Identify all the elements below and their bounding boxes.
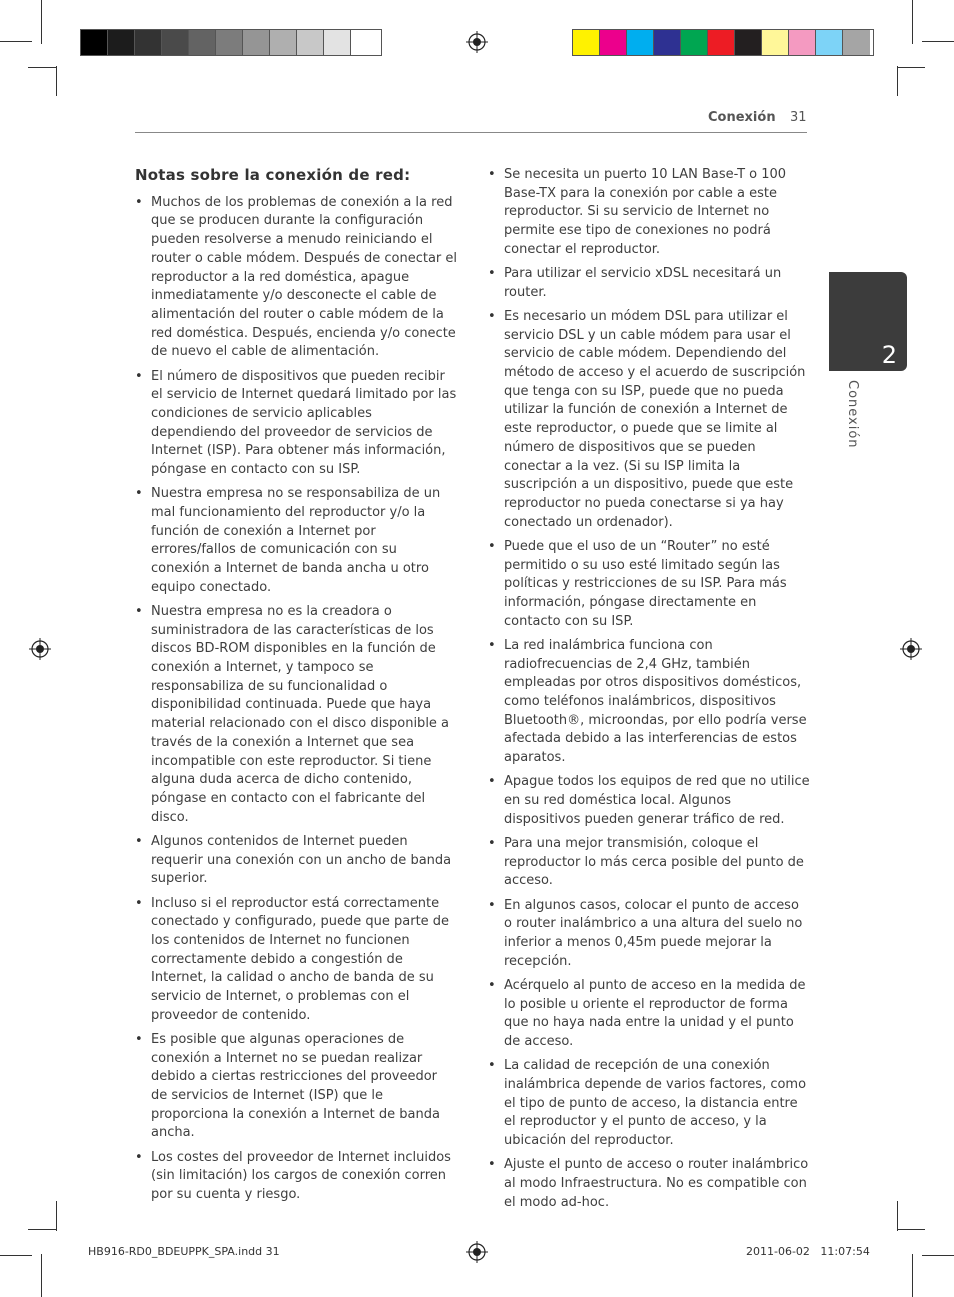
color-swatch: [816, 30, 843, 55]
list-item: • Se necesita un puerto 10 LAN Base-T o 100 Base-TX para la conexión por cable a este reproductor. Si su servicio de Internet no permite ese tipo de conexiones no podrá conectar el reproductor.: [488, 166, 810, 260]
registration-mark-icon: [466, 31, 488, 53]
list-item: • En algunos casos, colocar el punto de acceso o router inalámbrico a una altura del suelo no inferior a menos 0,45m puede mejorar la recepción.: [488, 897, 810, 972]
crop-mark: [922, 41, 954, 42]
list-item: • La red inalámbrica funciona con radiofrecuencias de 2,4 GHz, también empleadas por otros dispositivos domésticos, como teléfonos inalámbricos, dispositivos Bluetooth®, microondas, por ello podría verse afectada debido a las interferencias de estos aparatos.: [488, 637, 810, 768]
list-item: • Puede que el uso de un “Router” no esté permitido o su uso esté limitado según las políticas y restricciones de su ISP. Para más información, póngase directamente en contacto con su ISP.: [488, 538, 810, 632]
crop-mark: [897, 1201, 898, 1231]
list-item: • Nuestra empresa no se responsabiliza de un mal funcionamiento del reproductor y/o la función de conexión a Internet por errores/fallos de comunicación con su conexión a Internet de banda ancha u otro equipo conectado.: [135, 485, 457, 597]
footer-timestamp: 2011-06-02 11:07:54: [746, 1245, 870, 1258]
gray-swatch: [216, 30, 243, 55]
crop-mark: [897, 67, 925, 68]
color-swatch: [681, 30, 708, 55]
list-item: • Incluso si el reproductor está correctamente conectado y configurado, puede que parte de los contenidos de Internet no funcionen correctamente debido a congestión de Internet, la calidad o ancho de banda de su servicio de Internet, o problemas con el proveedor de contenido.: [135, 895, 457, 1026]
crop-mark: [0, 41, 32, 42]
header-divider: [135, 132, 807, 133]
list-item: • Apague todos los equipos de red que no utilice en su red doméstica local. Algunos dispositivos pueden generar tráfico de red.: [488, 773, 810, 829]
crop-mark: [28, 1229, 56, 1230]
crop-mark: [41, 1254, 42, 1297]
page-number: 31: [790, 110, 807, 125]
registration-mark-icon: [900, 638, 922, 660]
crop-mark: [56, 1201, 57, 1231]
grayscale-color-bar: [80, 29, 382, 56]
crop-mark: [897, 66, 898, 96]
gray-swatch: [135, 30, 162, 55]
color-swatch: [573, 30, 600, 55]
crop-mark: [897, 1229, 925, 1230]
gray-swatch: [324, 30, 351, 55]
chapter-side-label: Conexión: [845, 380, 860, 449]
color-swatch: [735, 30, 762, 55]
color-swatch: [843, 30, 870, 55]
running-header-title: Conexión: [708, 110, 776, 125]
crop-mark: [922, 1255, 954, 1256]
gray-swatch: [243, 30, 270, 55]
crop-mark: [56, 66, 57, 96]
color-swatch: [600, 30, 627, 55]
registration-mark-icon: [466, 1241, 488, 1263]
process-color-bar: [572, 29, 874, 56]
section-title: Notas sobre la conexión de red:: [135, 166, 411, 184]
crop-mark: [912, 0, 913, 44]
chapter-tab: [829, 272, 907, 371]
color-swatch: [654, 30, 681, 55]
gray-swatch: [81, 30, 108, 55]
gray-swatch: [297, 30, 324, 55]
list-item: • Nuestra empresa no es la creadora o suministradora de las características de los discos BD-ROM disponibles en la función de conexión a Internet, y tampoco se responsabiliza de su funcionalidad o disponibilidad continuada. Puede que haya material relacionado con el disco disponible a través de la conexión a Internet que sea incompatible con este reproductor. Si tiene alguna duda acerca de dicho contenido, póngase en contacto con el fabricante del disco.: [135, 603, 457, 827]
color-swatch: [789, 30, 816, 55]
list-item: • Ajuste el punto de acceso o router inalámbrico al modo Infraestructura. No es compatible con el modo ad-hoc.: [488, 1156, 810, 1212]
left-column: [135, 166, 457, 1210]
list-item: • Acérquelo al punto de acceso en la medida de lo posible u oriente el reproductor de forma que no haya nada entre la unidad y el punto de acceso.: [488, 977, 810, 1052]
color-swatch: [627, 30, 654, 55]
list-item: • La calidad de recepción de una conexión inalámbrica depende de varios factores, como el tipo de punto de acceso, la distancia entre el reproductor y el punto de acceso, y la ubicación del reproductor.: [488, 1057, 810, 1151]
list-item: • Los costes del proveedor de Internet incluidos (sin limitación) los cargos de conexión corren por su cuenta y riesgo.: [135, 1149, 457, 1205]
list-item: • Es posible que algunas operaciones de conexión a Internet no se puedan realizar debido a ciertas restricciones del proveedor de servicios de Internet (ISP) que le proporciona la conexión a Internet de banda ancha.: [135, 1031, 457, 1143]
footer-file-name: HB916-RD0_BDEUPPK_SPA.indd 31: [88, 1245, 280, 1258]
color-swatch: [708, 30, 735, 55]
right-column: [488, 166, 810, 1218]
color-swatch: [762, 30, 789, 55]
list-item: • Muchos de los problemas de conexión a la red que se producen durante la configuración pueden resolverse a menudo reiniciando el router o cable módem. Después de conectar el reproductor a la red doméstica, apague inmediatamente y/o desconecte el cable de alimentación del router o cable módem de la red doméstica. Después, encienda y/o conecte de nuevo el cable de alimentación.: [135, 194, 457, 362]
list-item: • Para una mejor transmisión, coloque el reproductor lo más cerca posible del punto de acceso.: [488, 835, 810, 891]
gray-swatch: [351, 30, 378, 55]
registration-mark-icon: [29, 638, 51, 660]
crop-mark: [41, 0, 42, 44]
crop-mark: [0, 1255, 32, 1256]
right-bullet-list: [488, 166, 810, 1212]
list-item: • Es necesario un módem DSL para utilizar el servicio DSL y un cable módem para usar el servicio de cable módem. Dependiendo del método de acceso y el acuerdo de suscripción que tenga con su ISP, puede que no pueda utilizar la función de conexión a Internet de este reproductor, o puede que se limite al número de dispositivos que se pueden conectar a la vez. (Si su ISP limita la suscripción a un dispositivo, puede que este reproductor no pueda conectarse si ya hay conectado un ordenador).: [488, 308, 810, 532]
gray-swatch: [189, 30, 216, 55]
list-item: • Algunos contenidos de Internet pueden requerir una conexión con un ancho de banda superior.: [135, 833, 457, 889]
gray-swatch: [270, 30, 297, 55]
chapter-number: 2: [881, 341, 897, 369]
list-item: • El número de dispositivos que pueden recibir el servicio de Internet quedará limitado por las condiciones de servicio aplicables dependiendo del proveedor de servicios de Internet (ISP). Para obtener más información, póngase en contacto con su ISP.: [135, 368, 457, 480]
list-item: • Para utilizar el servicio xDSL necesitará un router.: [488, 265, 810, 302]
crop-mark: [912, 1254, 913, 1297]
left-bullet-list: [135, 194, 457, 1205]
gray-swatch: [108, 30, 135, 55]
gray-swatch: [162, 30, 189, 55]
crop-mark: [28, 67, 56, 68]
